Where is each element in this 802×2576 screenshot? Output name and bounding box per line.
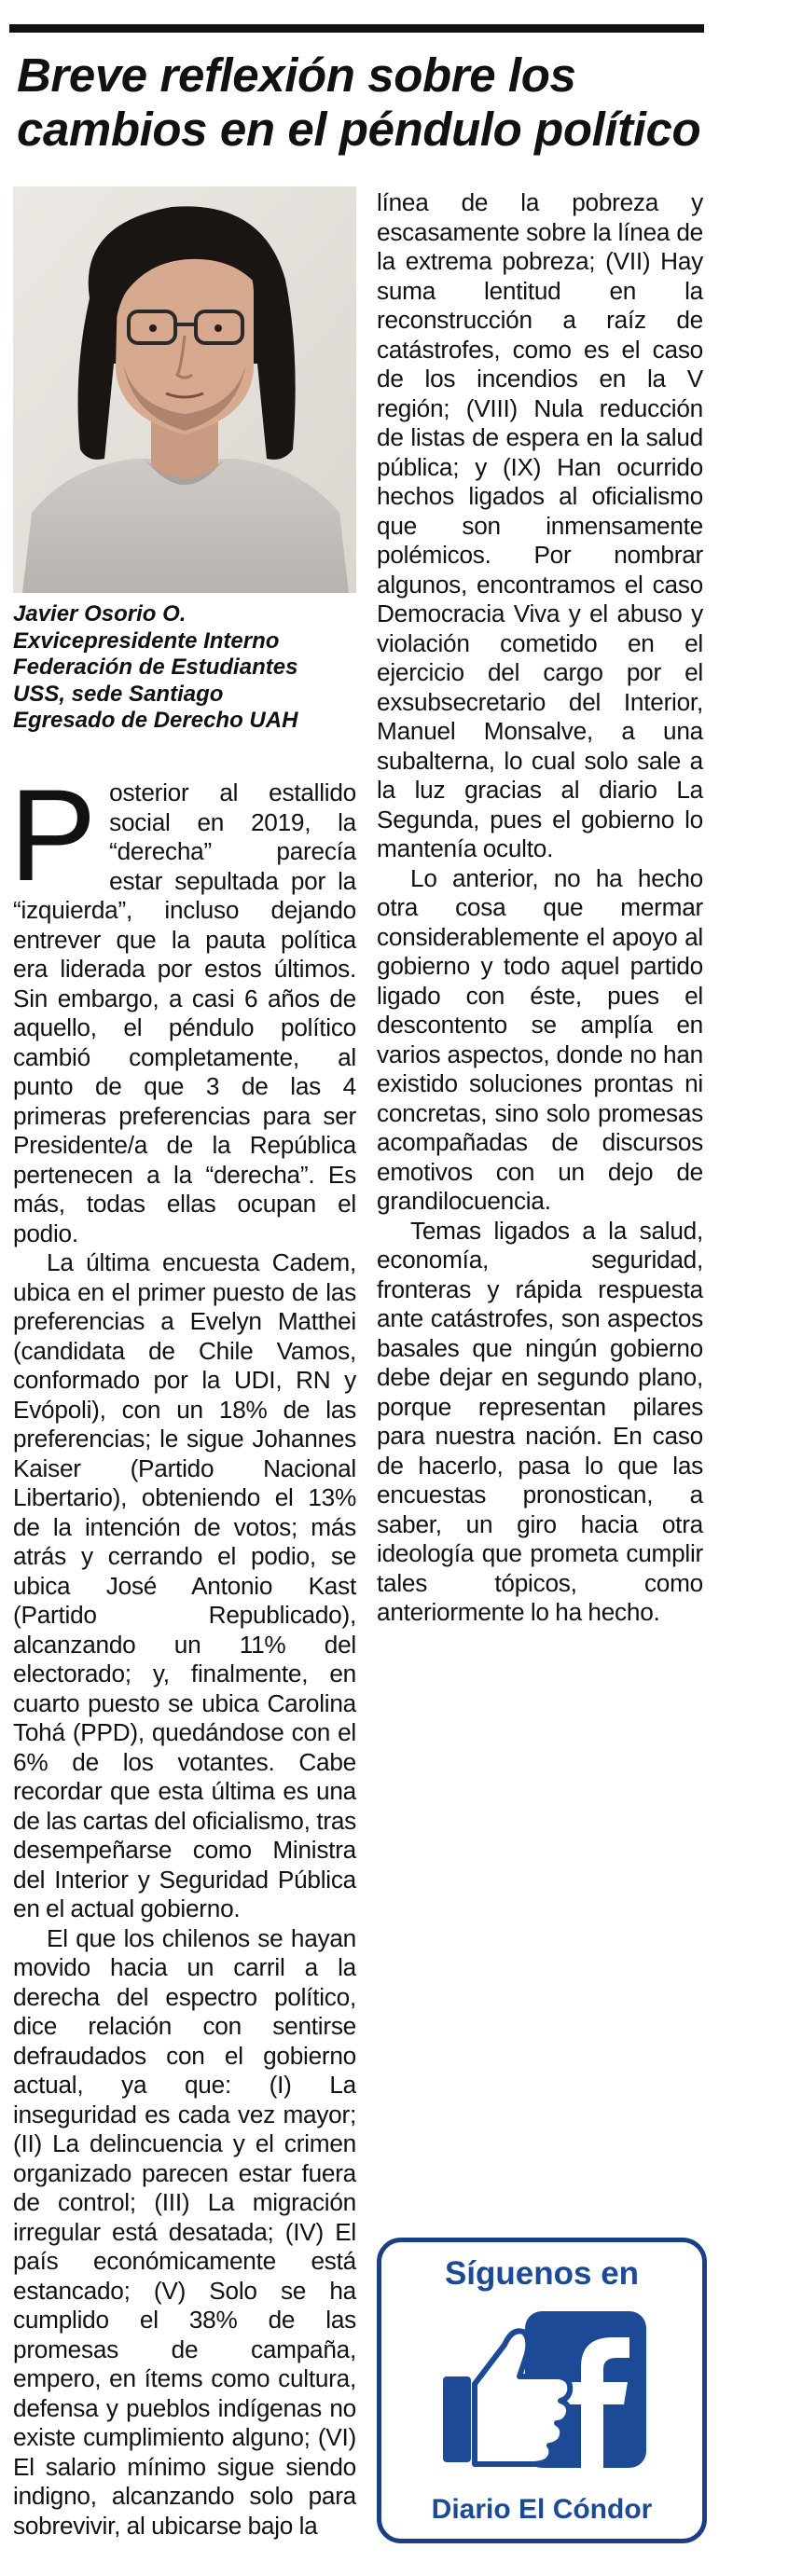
paragraph-2: La última encuesta Cadem, ubica en el primer puesto de las preferencias a Evelyn Matthei (candidata de Chile Vamos, conformado por la UDI, RN y Evópoli), con un 18% de las preferencias; le sigue Johannes Kaiser (Partido Nacional Libertario), obteniendo el 13% de la intención de votos; más atrás y cerrando el podio, se ubica José Antonio Kast (Partido Republicado), alcanzando un 11% del electorado; y, finalmente, en cuarto puesto se ubica Carolina Tohá (PPD), quedándose con el 6% de los votantes. Cabe recordar que esta última es una de las cartas del oficialismo, tras desempeñarse como Ministra del Interior y Seguridad Pública en el actual gobierno. bbox=[13, 1248, 356, 1922]
author-role-3: USS, sede Santiago bbox=[13, 681, 224, 707]
title-line-1: Breve reflexión sobre los bbox=[17, 48, 576, 102]
paragraph-1 bbox=[9, 762, 356, 1248]
follow-us-ad[interactable] bbox=[377, 2238, 707, 2543]
drop-cap: P bbox=[9, 762, 97, 908]
facebook-thumbs-up-icon bbox=[439, 2311, 646, 2468]
article-column-left bbox=[9, 762, 356, 2541]
title-line-2: cambios en el péndulo político bbox=[17, 103, 701, 156]
author-photo bbox=[13, 186, 356, 593]
ad-top-text: Síguenos en bbox=[444, 2255, 640, 2292]
paragraph-1-text: osterior al estallido social en 2019, la “derecha” parecía estar sepultada por la “izquierda”, incluso dejando entrever que la pauta política era liderada por estos últimos. Sin embargo, a casi 6 años de aquello, el péndulo político cambió completamente, al punto de que 3 de las 4 primeras preferencias para ser Presidente/a de la República pertenecen a la “derecha”. Es más, todas ellas ocupan el podio. bbox=[13, 778, 356, 1247]
paragraph-4: Lo anterior, no ha hecho otra cosa que mermar considerablemente el apoyo al gobierno y todo aquel partido ligado con éste, pues el descontento se amplía en varios aspectos, donde no han existido soluciones prontas ni concretas, sino solo promesas acompañadas de discursos emotivos con un dejo de grandilocuencia. bbox=[377, 863, 703, 1215]
top-rule bbox=[9, 24, 704, 33]
paragraph-3: El que los chilenos se hayan movido hacia un carril a la derecha del espectro político, dice relación con sentirse defraudados con el gobierno actual, ya que: (I) La inseguridad es cada vez mayor; (II) La delincuencia y el crimen organizado parecen estar fuera de control; (III) La migración irregular está desatada; (IV) El país económicamente está estancado; (V) Solo se ha cumplido el 38% de las promesas de campaña, empero, en ítems como cultura, defensa y pueblos indígenas no existe cumplimiento alguno; (VI) El salario mínimo sigue siendo indigno, alcanzando solo para sobrevivir, al ubicarse bajo la bbox=[13, 1923, 356, 2540]
author-portrait-illustration bbox=[13, 186, 356, 593]
article-title bbox=[17, 48, 707, 157]
article-column-right bbox=[377, 188, 703, 1628]
author-name: Javier Osorio O. bbox=[13, 601, 187, 627]
paragraph-3-continued: línea de la pobreza y escasamente sobre la línea de la extrema pobreza; (VII) Hay suma lentitud en la reconstrucción a raíz de catástrofes, como es el caso de los incendios en la V región; (VIII) Nula reducción de listas de espera en la salud pública; y (IX) Han ocurrido hechos ligados al oficialismo que son inmensamente polémicos. Por nombrar algunos, encontramos el caso Democracia Viva y el abuso y violación cometido en el ejercicio del cargo por el exsubsecretario del Interior, Manuel Monsalve, a una subalterna, lo cual solo sale a la luz gracias al diario La Segunda, pues el gobierno lo mantenía oculto. bbox=[377, 188, 703, 862]
author-caption bbox=[13, 601, 358, 735]
ad-bottom-text: Diario El Cóndor bbox=[431, 2494, 653, 2525]
paragraph-5: Temas ligados a la salud, economía, seguridad, fronteras y rápida respuesta ante catástrofes, son aspectos basales que ningún gobierno debe dejar en segundo plano, porque representan pilares para nuestra nación. En caso de hacerlo, pasa lo que las encuestas pronostican, a saber, un giro hacia otra ideología que prometa cumplir tales tópicos, como anteriormente lo ha hecho. bbox=[377, 1216, 703, 1626]
author-role-4: Egresado de Derecho UAH bbox=[13, 708, 298, 733]
author-role-1: Exvicepresidente Interno bbox=[13, 627, 280, 654]
author-role-2: Federación de Estudiantes bbox=[13, 654, 298, 680]
